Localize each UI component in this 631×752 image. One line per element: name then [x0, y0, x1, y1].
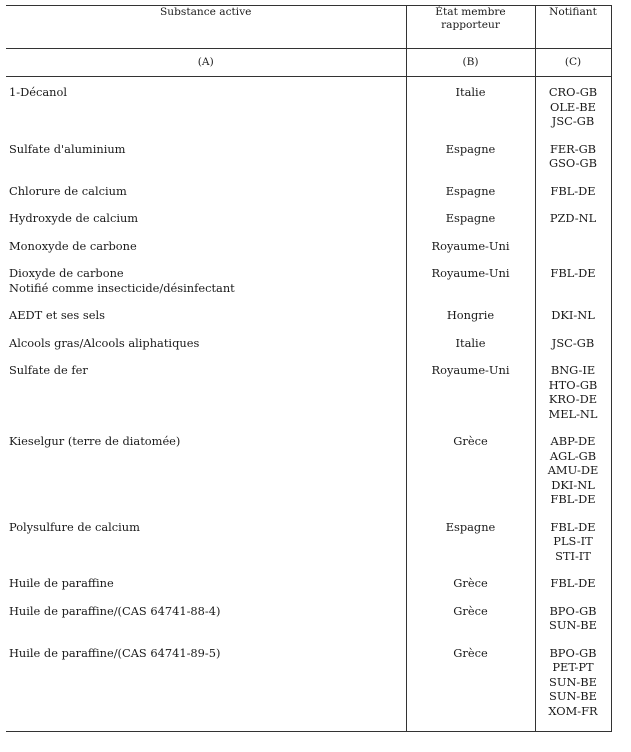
table-row — [6, 576, 611, 604]
header-substance — [6, 6, 406, 49]
table-row — [6, 308, 611, 336]
spacer-row — [6, 77, 611, 86]
substance-cell — [6, 604, 406, 646]
member-state-cell: Espagne — [406, 520, 535, 577]
substance-cell — [6, 211, 406, 239]
substance-name: Hydroxyde de calcium — [9, 211, 139, 225]
table-row — [6, 646, 611, 732]
substance-cell — [6, 85, 406, 142]
substance-name: Huile de paraffine/(CAS 64741-88-4) — [9, 603, 221, 618]
substances-table — [6, 5, 612, 732]
notifier-code: ABP-DE — [550, 434, 596, 448]
notifier-code: DKI-NL — [551, 308, 595, 322]
notifier-code: FBL-DE — [550, 266, 596, 280]
notifier-cell — [535, 434, 611, 520]
member-state-cell: Grèce — [406, 576, 535, 604]
member-state-cell: Grèce — [406, 604, 535, 646]
substance-cell — [6, 434, 406, 520]
member-state-cell: Italie — [406, 336, 535, 364]
notifier-code: FBL-DE — [550, 183, 596, 198]
substance-cell — [6, 646, 406, 732]
column-letters-row — [6, 49, 611, 77]
member-state-cell: Espagne — [406, 184, 535, 212]
notifier-code: HTO-GB — [548, 377, 598, 392]
table-row — [6, 142, 611, 184]
substance-cell — [6, 308, 406, 336]
notifier-code: MEL-NL — [548, 406, 598, 421]
member-state-cell: Grèce — [406, 646, 535, 732]
notifier-cell — [535, 239, 611, 267]
substance-name: Polysulfure de calcium — [9, 519, 140, 534]
substance-name: Huile de paraffine — [9, 576, 114, 590]
table-row — [6, 434, 611, 520]
notifier-code: SUN-BE — [549, 689, 597, 703]
substance-cell — [6, 576, 406, 604]
notifier-cell — [535, 142, 611, 184]
column-letter-c: (C) — [535, 49, 611, 77]
substance-cell — [6, 142, 406, 184]
notifier-code: STI-IT — [555, 548, 591, 563]
member-state-cell: Royaume-Uni — [406, 239, 535, 267]
notifier-cell — [535, 266, 611, 308]
notifier-cell — [535, 308, 611, 336]
spacer-cell — [535, 77, 611, 86]
notifier-code: BPO-GB — [549, 645, 597, 660]
notifier-cell — [535, 576, 611, 604]
notifier-code: AGL-GB — [549, 448, 597, 463]
header-member-state — [406, 6, 535, 49]
notifier-code: OLE-BE — [550, 99, 596, 114]
table-row — [6, 85, 611, 142]
header-notifier-label: Notifiant — [549, 6, 597, 18]
header-member-state-line2: rapporteur — [441, 19, 500, 31]
substance-name: 1-Décanol — [9, 85, 67, 99]
notifier-cell — [535, 363, 611, 434]
substance-name: Dioxyde de carbone — [9, 266, 124, 280]
notifier-code: FBL-DE — [550, 576, 596, 590]
notifier-cell — [535, 520, 611, 577]
notifier-code: JSC-GB — [551, 335, 595, 350]
substance-note: Notifié comme insecticide/désinfectant — [9, 280, 235, 295]
table-row — [6, 336, 611, 364]
member-state-cell: Espagne — [406, 142, 535, 184]
member-state-cell: Italie — [406, 85, 535, 142]
column-letter-b: (B) — [406, 49, 535, 77]
notifier-code: KRO-DE — [548, 392, 598, 406]
spacer-cell — [6, 77, 406, 86]
notifier-cell — [535, 646, 611, 732]
substance-cell — [6, 266, 406, 308]
table-row — [6, 184, 611, 212]
member-state-cell: Espagne — [406, 211, 535, 239]
substance-cell — [6, 239, 406, 267]
notifier-code: PET-PT — [552, 660, 594, 674]
table-header-row — [6, 6, 611, 49]
notifier-cell — [535, 604, 611, 646]
header-notifier — [535, 6, 611, 49]
table-row — [6, 520, 611, 577]
header-member-state-line1: État membre — [435, 6, 506, 18]
notifier-cell — [535, 184, 611, 212]
notifier-cell — [535, 85, 611, 142]
notifier-code: JSC-GB — [551, 114, 595, 128]
notifier-code: CRO-GB — [548, 85, 598, 99]
substance-cell — [6, 184, 406, 212]
member-state-cell: Royaume-Uni — [406, 266, 535, 308]
notifier-code: DKI-NL — [551, 477, 595, 492]
substance-name: Chlorure de calcium — [9, 183, 127, 198]
member-state-cell: Hongrie — [406, 308, 535, 336]
substance-cell — [6, 363, 406, 434]
substance-name: Huile de paraffine/(CAS 64741-89-5) — [9, 645, 221, 660]
notifier-code: FER-GB — [549, 141, 597, 156]
substance-cell — [6, 520, 406, 577]
notifier-code: BPO-GB — [549, 603, 597, 618]
notifier-code: PLS-IT — [553, 534, 593, 548]
substance-name: Kieselgur (terre de diatomée) — [9, 434, 181, 448]
substance-cell — [6, 336, 406, 364]
notifier-code: SUN-BE — [549, 674, 597, 689]
notifier-code: PZD-NL — [549, 211, 597, 225]
substance-name: Sulfate d'aluminium — [9, 141, 126, 156]
notifier-code: AMU-DE — [547, 463, 599, 477]
notifier-code: BNG-IE — [550, 363, 596, 377]
table-row — [6, 604, 611, 646]
substance-name: Monoxyde de carbone — [9, 238, 137, 253]
header-substance-label: Substance active — [160, 6, 252, 18]
substance-name: Sulfate de fer — [9, 363, 88, 377]
notifier-code: FBL-DE — [550, 519, 596, 534]
table-row — [6, 211, 611, 239]
substance-name: AEDT et ses sels — [9, 308, 105, 322]
substance-name: Alcools gras/Alcools aliphatiques — [9, 335, 200, 350]
table-row — [6, 239, 611, 267]
notifier-code: SUN-BE — [549, 618, 597, 632]
table-row — [6, 266, 611, 308]
notifier-code: GSO-GB — [549, 156, 597, 170]
notifier-cell — [535, 336, 611, 364]
notifier-cell — [535, 211, 611, 239]
member-state-cell: Royaume-Uni — [406, 363, 535, 434]
spacer-cell — [406, 77, 535, 86]
table-row — [6, 363, 611, 434]
member-state-cell: Grèce — [406, 434, 535, 520]
notifier-code: FBL-DE — [550, 492, 596, 506]
column-letter-a: (A) — [6, 49, 406, 77]
notifier-code: XOM-FR — [548, 703, 598, 718]
